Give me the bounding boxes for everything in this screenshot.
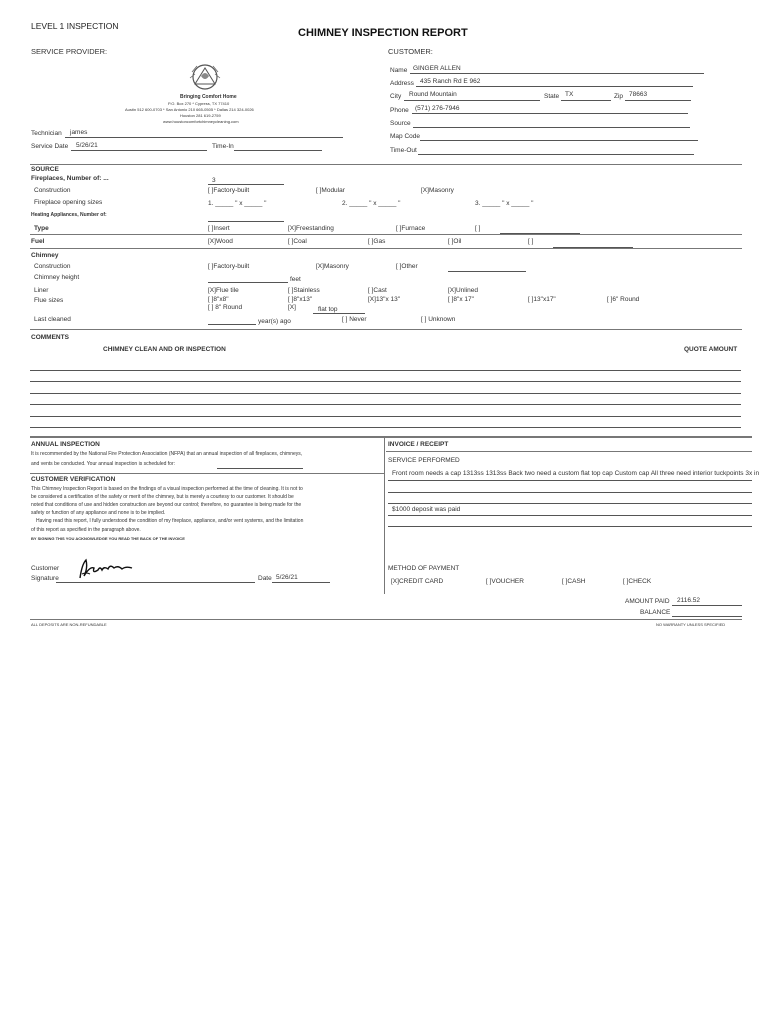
type-freestanding-option[interactable]: [X]Freestanding [288,225,334,232]
ch-masonry-option[interactable]: [X]Masonry [316,263,349,270]
opening-size-3[interactable]: 3. _____ " x _____ " [475,200,534,207]
annual-text-1: It is recommended by the National Fire Protection Association (NFPA) that an annual inspection of all fireplaces, chimneys, [31,451,303,457]
customer-signature-label-1: Customer [31,565,60,572]
ch-other-option[interactable]: [ ]Other [396,263,418,270]
footer-deposits: ALL DEPOSITS ARE NON-REFUNDABLE [31,622,107,627]
fuel-label: Fuel [31,238,45,245]
map-code-label: Map Code [390,133,420,140]
verification-text-5: Having read this report, I fully understood the condition of my fireplace, appliance, and/or vent systems, and the limitation [36,518,304,524]
comments-heading: COMMENTS [31,334,69,341]
balance-label: BALANCE [640,609,671,616]
amount-paid-value[interactable]: 2116.52 [677,597,701,604]
fireplaces-count[interactable]: 3 [212,177,216,184]
phone-label: Phone [390,107,409,114]
service-provider-label: SERVICE PROVIDER: [31,47,108,56]
payment-method-label: METHOD OF PAYMENT [388,565,460,572]
customer-label: CUSTOMER: [388,47,433,56]
fuel-other-option[interactable]: [ ] [528,238,534,245]
type-furnace-option[interactable]: [ ]Furnace [396,225,426,232]
state-label: State [544,93,560,100]
verification-heading: CUSTOMER VERIFICATION [31,476,116,483]
time-out-label: Time-Out [390,147,417,154]
construction-label: Construction [34,187,71,194]
flue-8x8-option[interactable]: [ ]8"x8" [208,296,229,303]
verification-ack: BY SIGNING THIS YOU ACKNOWLEDGE YOU READ THE BACK OF THE INVOICE [31,536,185,541]
chimney-height-label: Chimney height [34,274,80,281]
flue-13x13-option[interactable]: [X]13"x 13" [368,296,401,303]
source-label: Source [390,120,411,127]
fuel-coal-option[interactable]: [ ]Coal [288,238,307,245]
technician-label: Technician [31,130,62,137]
feet-label: feet [290,276,301,283]
clean-inspection-label: CHIMNEY CLEAN AND OR INSPECTION [103,346,226,353]
fp-factory-built-option[interactable]: [ ]Factory-built [208,187,250,194]
signature-date-value[interactable]: 5/26/21 [276,574,298,581]
type-insert-option[interactable]: [ ]Insert [208,225,230,232]
cleaned-never-option[interactable]: [ ] Never [342,316,367,323]
fuel-oil-option[interactable]: [ ]Oil [448,238,462,245]
signature-mark[interactable] [76,556,136,582]
provider-phones: Austin 512 600-0703 * San Antonio 210 665-0505 * Dallas 214 324-0026 [125,107,254,112]
type-other-option[interactable]: [ ] [475,225,481,232]
flue-8x13-option[interactable]: [ ]8"x13" [288,296,313,303]
liner-flue-tile-option[interactable]: [X]Flue tile [208,287,239,294]
inspection-level: LEVEL 1 INSPECTION [31,21,119,31]
invoice-heading: INVOICE / RECEIPT [388,441,449,448]
provider-address: P.O. Box 270 * Cypress, TX 77410 [168,101,230,106]
service-performed-label: SERVICE PERFORMED [388,457,460,464]
service-performed-line-1[interactable]: Front room needs a cap 1313ss 1313ss Back two need a custom flat top cap Custom cap All three need interior tuckpoints 3x in [392,470,760,477]
annual-text-2: and vents be conducted. Your annual inspection is scheduled for: [31,461,175,467]
customer-phone[interactable]: (571) 276-7946 [415,105,460,112]
quote-amount-label: QUOTE AMOUNT [684,346,738,353]
chimney-heading: Chimney [31,252,59,259]
pay-credit-card-option[interactable]: [X]CREDIT CARD [391,578,444,585]
time-in-label: Time-In [212,143,234,150]
fuel-wood-option[interactable]: [X]Wood [208,238,233,245]
opening-size-1[interactable]: 1. _____ " x _____ " [208,200,267,207]
footer-warranty: NO WARRANTY UNLESS SPECIFIED [656,622,726,627]
customer-address[interactable]: 435 Ranch Rd E 962 [420,78,481,85]
service-date-label: Service Date [31,143,69,150]
company-logo [187,62,223,92]
verification-text-2: be considered a certification of the safety or merit of the chimney, but is merely a courtesy to our customer. It should be [31,494,294,500]
city-label: City [390,93,402,100]
verification-text-6: of this report as specified in the paragraph above. [31,527,141,533]
flue-custom-option[interactable]: [X] [288,304,296,311]
flue-sizes-label: Flue sizes [34,297,64,304]
customer-zip[interactable]: 78663 [629,91,648,98]
customer-signature-label-2: Signature [31,575,59,582]
zip-label: Zip [614,93,624,100]
flue-6-round-option[interactable]: [ ]6" Round [607,296,640,303]
provider-website: www.houstoncomfortchimneycleaning.com [163,119,239,124]
flue-8x17-option[interactable]: [ ]8"x 17" [448,296,474,303]
cleaned-unknown-option[interactable]: [ ] Unknown [421,316,456,323]
customer-city[interactable]: Round Mountain [409,91,457,98]
flue-custom-value[interactable]: flat top [318,306,338,313]
liner-label: Liner [34,287,49,294]
name-label: Name [390,67,408,74]
fuel-gas-option[interactable]: [ ]Gas [368,238,386,245]
verification-text-4: safety or function of any appliance and none is to be implied. [31,510,166,516]
last-cleaned-label: Last cleaned [34,316,71,323]
liner-stainless-option[interactable]: [ ]Stainless [288,287,320,294]
ch-factory-built-option[interactable]: [ ]Factory-built [208,263,250,270]
years-ago-label: year(s) ago [258,318,291,325]
opening-sizes-label: Fireplace opening sizes [34,199,103,206]
fp-modular-option[interactable]: [ ]Modular [316,187,345,194]
fp-masonry-option[interactable]: [X]Masonry [421,187,454,194]
type-label: Type [34,225,49,232]
verification-text-3: noted that conditions of use and hidden construction are beyond our control; therefore, no guarantee is being made for the [31,502,302,508]
verification-text-1: This Chimney Inspection Report is based on the findings of a visual inspection performed at the time of cleaning. It is not to [31,486,303,492]
amount-paid-label: AMOUNT PAID [625,598,670,605]
liner-unlined-option[interactable]: [X]Unlined [448,287,478,294]
opening-size-2[interactable]: 2. _____ " x _____ " [342,200,401,207]
customer-name[interactable]: GINGER ALLEN [413,65,461,72]
liner-cast-option[interactable]: [ ]Cast [368,287,387,294]
flue-8-round-option[interactable]: [ ] 8" Round [208,304,243,311]
provider-name: Bringing Comfort Home [180,94,237,100]
fireplaces-label: Fireplaces, Number of: ... [31,175,109,182]
technician-value[interactable]: james [70,129,88,136]
chimney-construction-label: Construction [34,263,71,270]
annual-inspection-heading: ANNUAL INSPECTION [31,441,100,448]
address-label: Address [390,80,414,87]
flue-13x17-option[interactable]: [ ]13"x17" [528,296,556,303]
signature-date-label: Date [258,575,272,582]
source-heading: SOURCE [31,166,59,173]
pay-cash-option[interactable]: [ ]CASH [562,578,586,585]
page-title: CHIMNEY INSPECTION REPORT [298,27,468,39]
pay-check-option[interactable]: [ ]CHECK [623,578,652,585]
pay-voucher-option[interactable]: [ ]VOUCHER [486,578,524,585]
customer-state[interactable]: TX [565,91,574,98]
service-date-value[interactable]: 5/26/21 [76,142,98,149]
service-performed-line-2[interactable]: $1000 deposit was paid [392,506,461,513]
provider-houston: Houston 281 619-2759 [180,113,221,118]
heating-appliances-label: Heating Appliances, Number of: [31,212,107,218]
